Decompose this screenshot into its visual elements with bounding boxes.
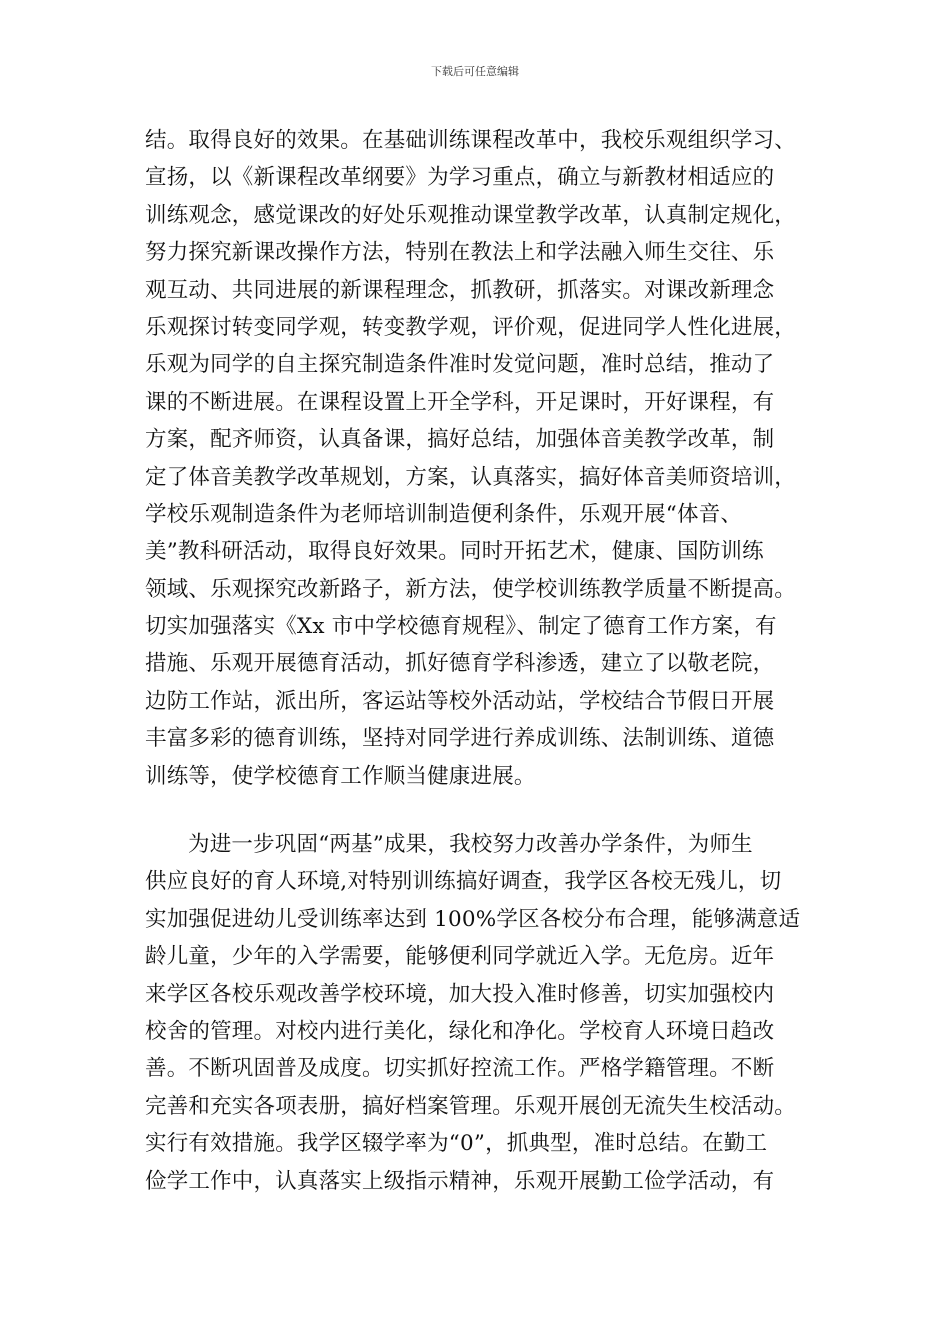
text-line: 课的不断进展。在课程设置上开全学科，开足课时，开好课程，有 [145,389,775,415]
text-line: 切实加强落实《Xx 市中学校德育规程》、制定了德育工作方案，有 [145,614,777,640]
text-line: 边防工作站，派出所，客运站等校外活动站，学校结合节假日开展 [145,688,775,714]
text-line: 乐观为同学的自主探究制造条件准时发觉问题，准时总结，推动了 [145,352,775,378]
text-line: 训练等，使学校德育工作顺当健康进展。 [145,763,536,789]
text-line: 校舍的管理。对校内进行美化，绿化和净化。学校育人环境日趋改 [145,1018,775,1044]
page-header-note: 下载后可任意编辑 [431,65,519,78]
text-line: 定了体音美教学改革规划，方案，认真落实，搞好体音美师资培训， [145,464,797,490]
text-line: 俭学工作中，认真落实上级指示精神，乐观开展勤工俭学活动，有 [145,1168,775,1194]
text-line: 方案，配齐师资，认真备课，搞好总结，加强体音美教学改革，制 [145,427,775,453]
text-line: 努力探究新课改操作方法，特别在教法上和学法融入师生交往、乐 [145,240,775,266]
text-line: 措施、乐观开展德育活动，抓好德育学科渗透，建立了以敬老院， [145,651,775,677]
paragraph-2 [145,826,810,1200]
text-line: 学校乐观制造条件为老师培训制造便利条件，乐观开展“体音、 [145,501,743,527]
text-line: 训练观念，感觉课改的好处乐观推动课堂教学改革，认真制定规化， [145,202,797,228]
text-line: 龄儿童，少年的入学需要，能够便利同学就近入学。无危房。近年 [145,944,775,970]
text-line: 丰富多彩的德育训练，坚持对同学进行养成训练、法制训练、道德 [145,726,775,752]
text-line: 供应良好的育人环境,对特别训练搞好调查，我学区各校无残儿，切 [145,869,782,895]
text-line: 乐观探讨转变同学观，转变教学观，评价观，促进同学人性化进展， [145,314,797,340]
text-line: 宣扬，以《新课程改革纲要》为学习重点，确立与新教材相适应的 [145,165,775,191]
text-line-indented: 为进一步巩固“两基”成果，我校努力改善办学条件，为师生 [188,832,753,857]
text-line: 观互动、共同进展的新课程理念，抓教研，抓落实。对课改新理念 [145,277,775,303]
text-line: 实加强促进幼儿受训练率达到 100%学区各校分布合理，能够满意适 [145,906,801,932]
text-line: 实行有效措施。我学区辍学率为“0”，抓典型，准时总结。在勤工 [145,1131,768,1157]
text-line: 领域、乐观探究改新路子，新方法，使学校训练教学质量不断提高。 [145,576,797,602]
text-line: 来学区各校乐观改善学校环境，加大投入准时修善，切实加强校内 [145,981,775,1007]
text-line: 善。不断巩固普及成度。切实抓好控流工作。严格学籍管理。不断 [145,1056,775,1082]
paragraph-1 [145,122,810,795]
text-line: 美”教科研活动，取得良好效果。同时开拓艺术，健康、国防训练 [145,539,764,565]
text-line: 结。取得良好的效果。在基础训练课程改革中，我校乐观组织学习、 [145,128,797,153]
text-line: 完善和充实各项表册，搞好档案管理。乐观开展创无流失生校活动。 [145,1093,797,1119]
